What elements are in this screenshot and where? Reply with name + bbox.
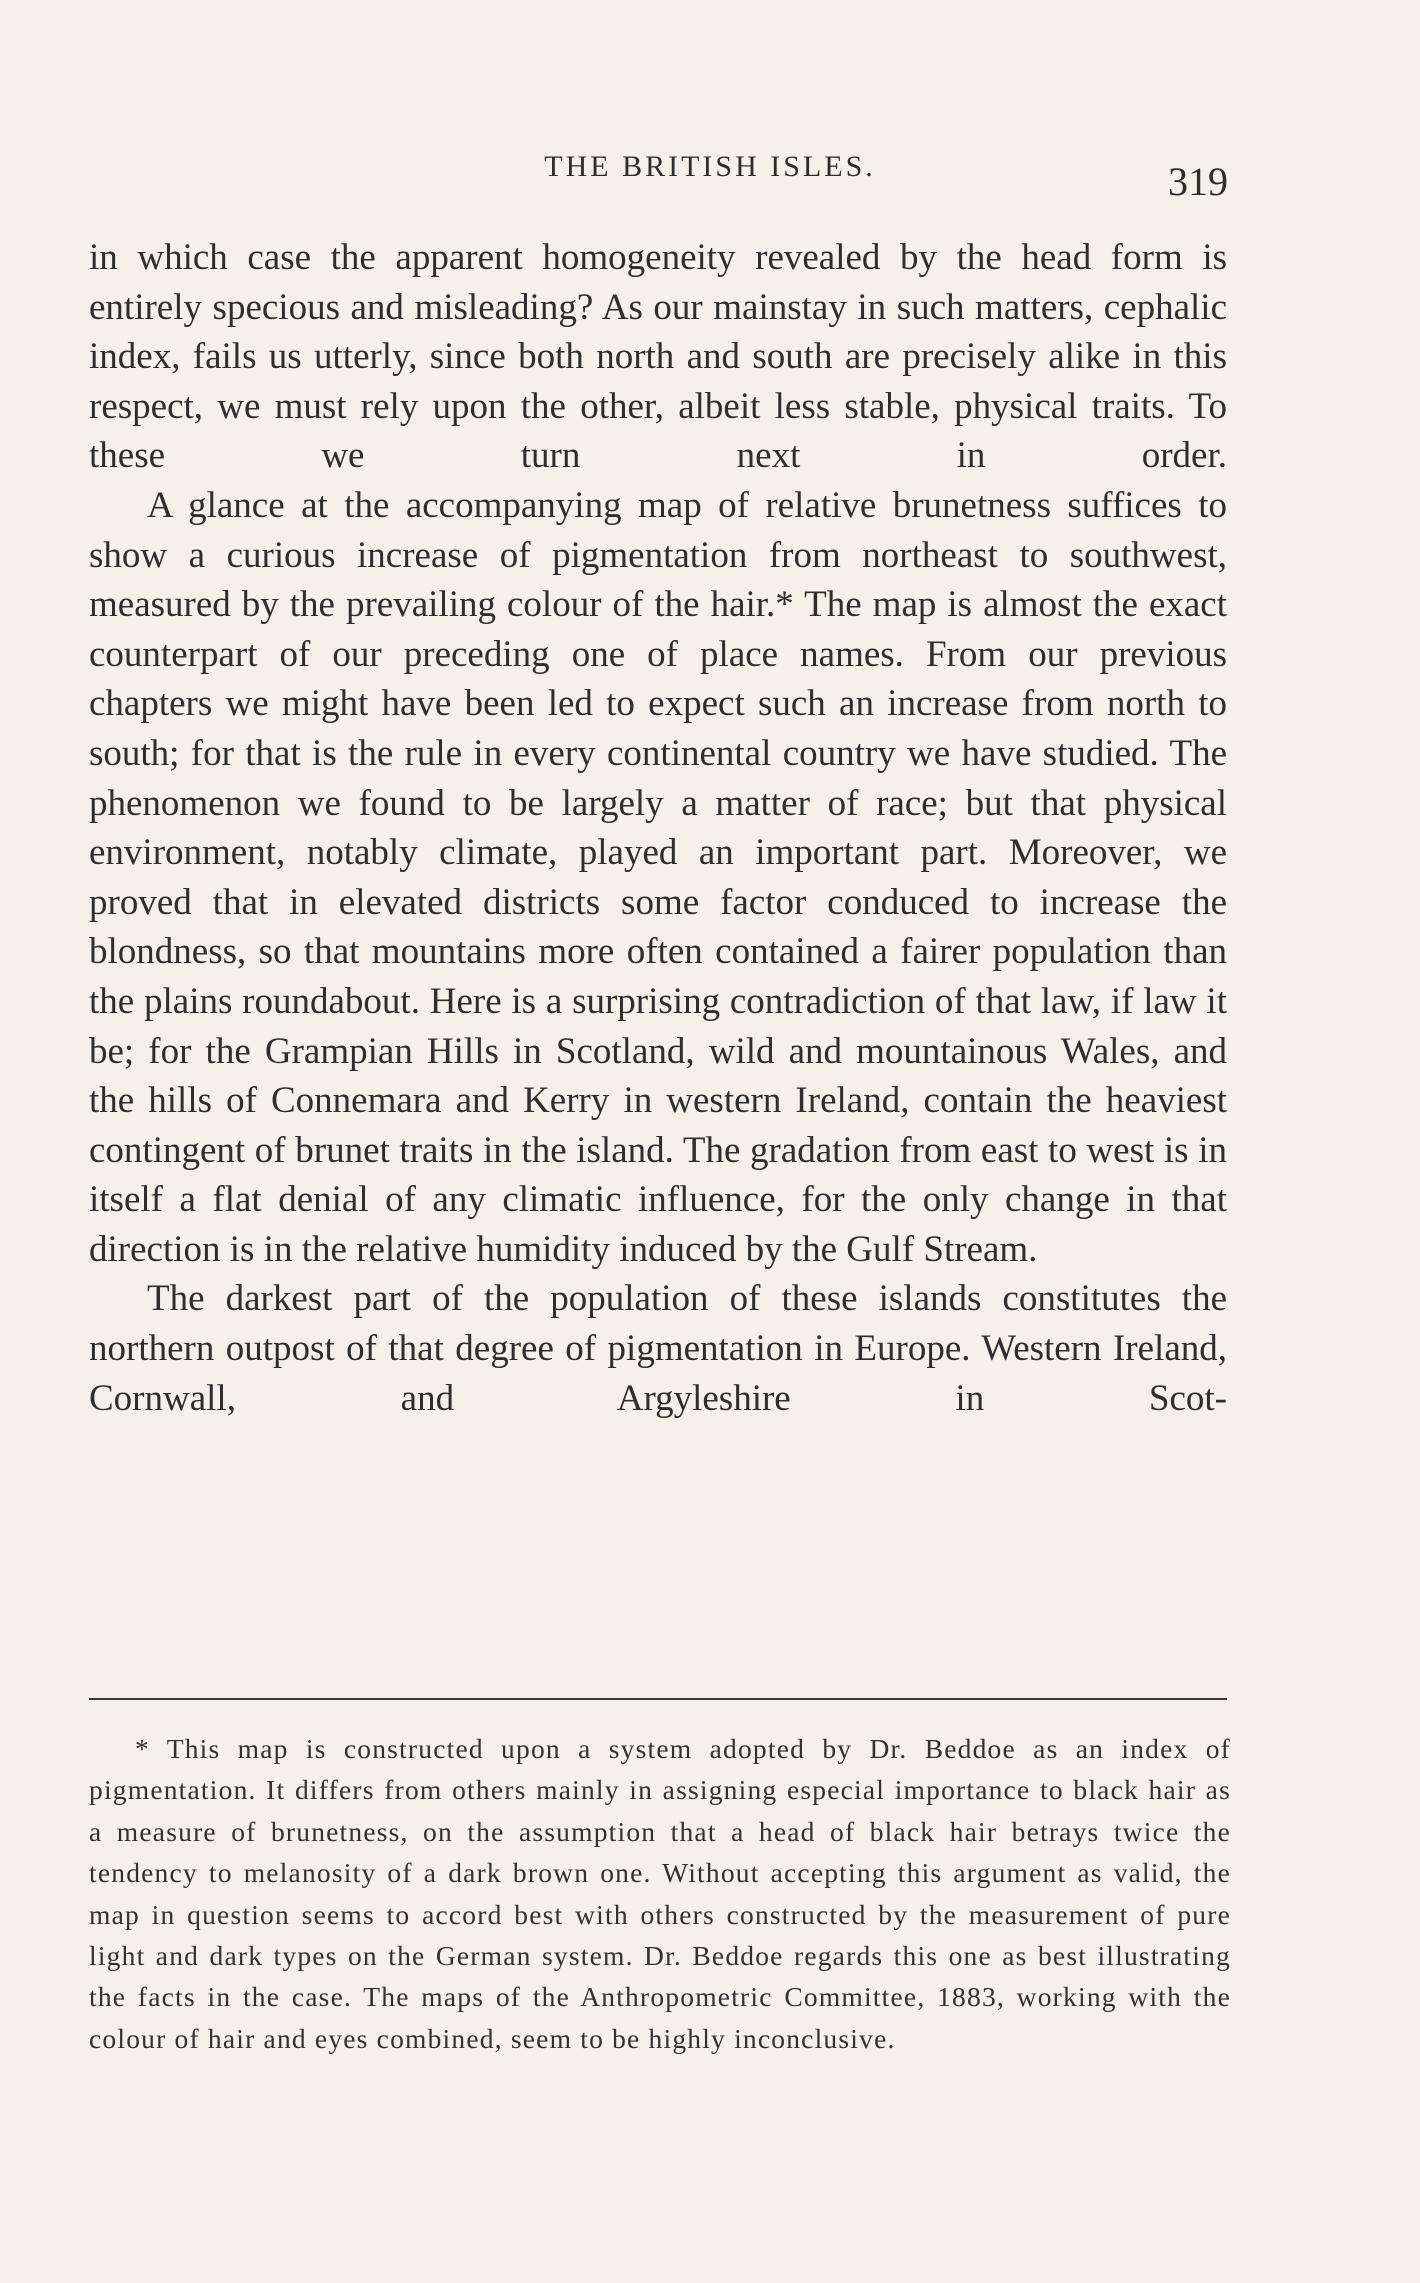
footnote: * This map is constructed upon a system adopted by Dr. Beddoe as an index of pigmentation. It differs from others mainly in assigning especial importance to black hair as a measure of brunetness, on the assumption that a head of black hair betrays twice the tendency to melanosity of a dark brown one. Without accepting this argument as valid, the map in question seems to accord best with others constructed by the measurement of pure light and dark types on the German system. Dr. Beddoe regards this one as best illustrating the facts in the case. The maps of the Anthropometric Committee, 1883, working with the colour of hair and eyes combined, seem to be highly inconclusive. bbox=[89, 1733, 1231, 2054]
running-head: THE BRITISH ISLES. bbox=[544, 150, 876, 183]
paragraph-1: in which case the apparent homogeneity revealed by the head form is entirely specious and misleading? As our mainstay in such matters, cephalic index, fails us utterly, since both north and south are precisely alike in this respect, we must rely upon the other, albeit less stable, physical traits. To these we turn next in order. bbox=[89, 237, 1227, 477]
footnote-divider bbox=[89, 1698, 1227, 1700]
body-text bbox=[89, 233, 1227, 1423]
paragraph-2: A glance at the accompanying map of relative brunetness suffices to show a curious increase of pigmentation from northeast to southwest, measured by the prevailing colour of the hair.* The map is almost the exact counterpart of our preceding one of place names. From our previous chapters we might have been led to expect such an increase from north to south; for that is the rule in every continental country we have studied. The phenomenon we found to be largely a matter of race; but that physical environment, notably climate, played an important part. Moreover, we proved that in elevated districts some factor conduced to increase the blondness, so that mountains more often contained a fairer population than the plains roundabout. Here is a surprising contradiction of that law, if law it be; for the Grampian Hills in Scotland, wild and mountainous Wales, and the hills of Connemara and Kerry in western Ireland, contain the heaviest contingent of brunet traits in the island. The gradation from east to west is in itself a flat denial of any climatic influence, for the only change in that direction is in the relative humidity induced by the Gulf Stream. bbox=[89, 484, 1227, 1270]
paragraph-3: The darkest part of the population of these islands constitutes the northern outpost of that degree of pigmentation in Europe. Western Ireland, Cornwall, and Argyleshire in Scot- bbox=[89, 1278, 1227, 1419]
page-number: 319 bbox=[1168, 159, 1228, 204]
